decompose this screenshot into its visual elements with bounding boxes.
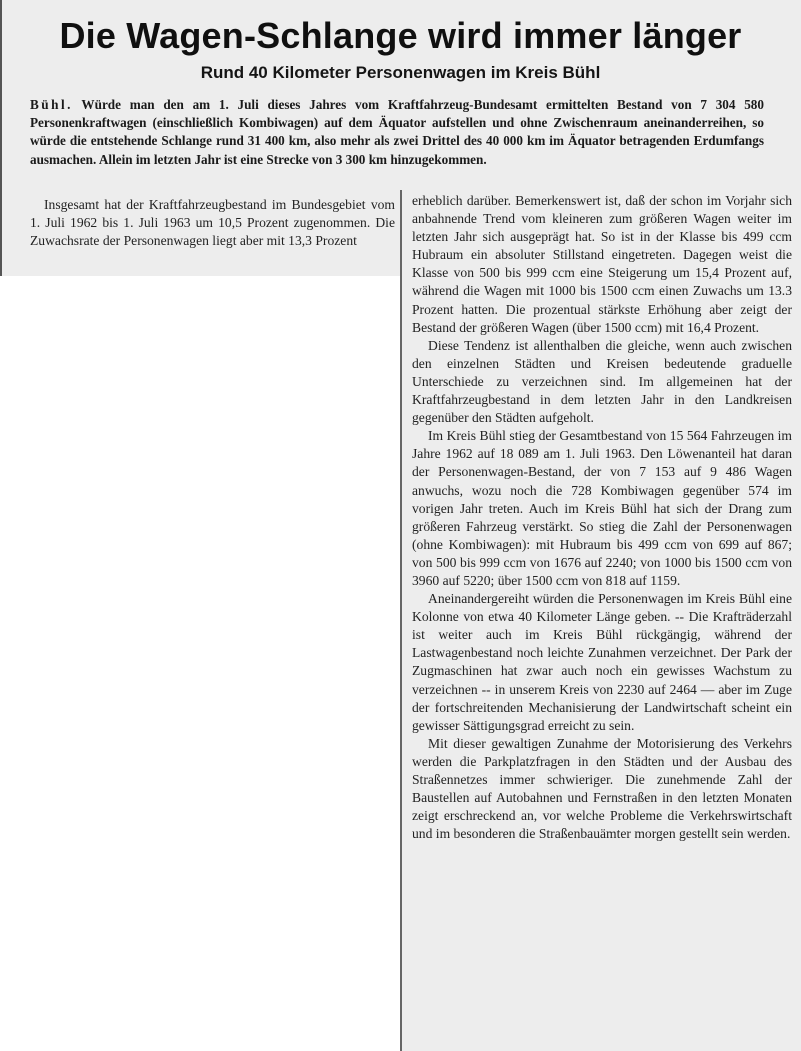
article-headline: Die Wagen-Schlange wird immer länger <box>59 15 742 56</box>
article-column-left <box>30 196 395 251</box>
column-right-paragraph-2: Diese Tendenz ist allenthalben die gleiche, wenn auch zwischen den einzelnen Städten und Kreisen bedeutende graduelle Unterschiede zu verzeichnen sind. Im allgemeinen hat der Kraftfahrzeugbestand in dem letzten Jahr in den Landkreisen gegenüber den Städten aufgeholt. <box>412 337 792 426</box>
article-subheadline: Rund 40 Kilometer Personenwagen im Kreis Bühl <box>200 63 601 82</box>
article-column-right <box>412 192 792 843</box>
column-right-paragraph-1: erheblich darüber. Bemerkenswert ist, daß der schon im Vorjahr sich anbahnende Trend vom kleineren zum größeren Wagen weiter im letzten Jahr sich ausgeprägt hat. So ist in der Klasse bis 499 ccm Hubraum ein absoluter Stillstand eingetreten. Dagegen weist die Klasse von 500 bis 999 ccm eine Steigerung um 15,4 Prozent auf, während die Wagen mit 1000 bis 1500 ccm einen Zuwachs um 13.3 Prozent hatten. Die prozentual stärkste Erhöhung aber zeigt der Bestand der größeren Wagen (über 1500 ccm) mit 16,4 Prozent. <box>412 193 792 335</box>
column-right-paragraph-5: Mit dieser gewaltigen Zunahme der Motorisierung des Verkehrs werden die Parkplatzfragen in den Städten und der Ausbau des Straßennetzes immer schwieriger. Die zunehmende Zahl der Baustellen auf Autobahnen und Fernstraßen in den letzten Monaten zeigt erschreckend an, vor welche Probleme die Verkehrswirtschaft und im besonderen die Straßenbauämter morgen gestellt sein werden. <box>412 735 792 842</box>
blank-area <box>0 276 400 1051</box>
lead-place: Bühl. <box>30 97 73 112</box>
column-right-paragraph-4: Aneinandergereiht würden die Personenwagen im Kreis Bühl eine Kolonne von etwa 40 Kilometer Länge geben. -- Die Krafträderzahl ist weiter auch im Kreis Bühl rückgängig, während der Lastwagenbestand noch leichte Zunahmen verzeichnet. Der Park der Zugmaschinen hat zwar auch noch ein gewisses Wachstum zu verzeichnen -- in unserem Kreis von 2230 auf 2464 — aber im Zuge der fortschreitenden Mechanisierung der Landwirtschaft scheint ein gewisser Sättigungsgrad erreicht zu sein. <box>412 591 792 733</box>
column-left-paragraph-1: Insgesamt hat der Kraftfahrzeugbestand im Bundesgebiet vom 1. Juli 1962 bis 1. Juli 1963 um 10,5 Prozent zugenommen. Die Zuwachsrate der Personenwagen liegt aber mit 13,3 Prozent <box>30 197 395 249</box>
column-right-paragraph-3: Im Kreis Bühl stieg der Gesamtbestand von 15 564 Fahrzeugen im Jahre 1962 auf 18 089 am 1. Juli 1963. Den Löwenanteil hat daran der Personenwagen-Bestand, der von 7 153 auf 9 486 Wagen anwuchs, wozu noch die 728 Kombiwagen gegenüber 574 im vorigen Jahr treten. Auch im Kreis Bühl hat sich der Drang zum größeren Fahrzeug verstärkt. So stieg die Zahl der Personenwagen (ohne Kombiwagen): mit Hubraum bis 499 ccm von 699 auf 867; von 500 bis 999 ccm von 1676 auf 2240; von 1000 bis 1500 ccm von 3960 auf 5220; über 1500 ccm von 818 auf 1159. <box>412 428 792 588</box>
lead-text: Würde man den am 1. Juli dieses Jahres vom Kraftfahrzeug-Bundesamt ermittelten Bestand von 7 304 580 Personenkraftwagen (einschließlich Kombiwagen) auf dem Äquator aufstellen und ohne Zwischenraum aneinanderreihen, so würde die entstehende Schlange rund 31 400 km, also mehr als zwei Drittel des 40 000 km im Äquator betragenden Erdumfangs ausmachen. Allein im letzten Jahr ist eine Strecke von 3 300 km hinzugekommen. <box>30 97 764 167</box>
article-lead <box>30 96 764 169</box>
